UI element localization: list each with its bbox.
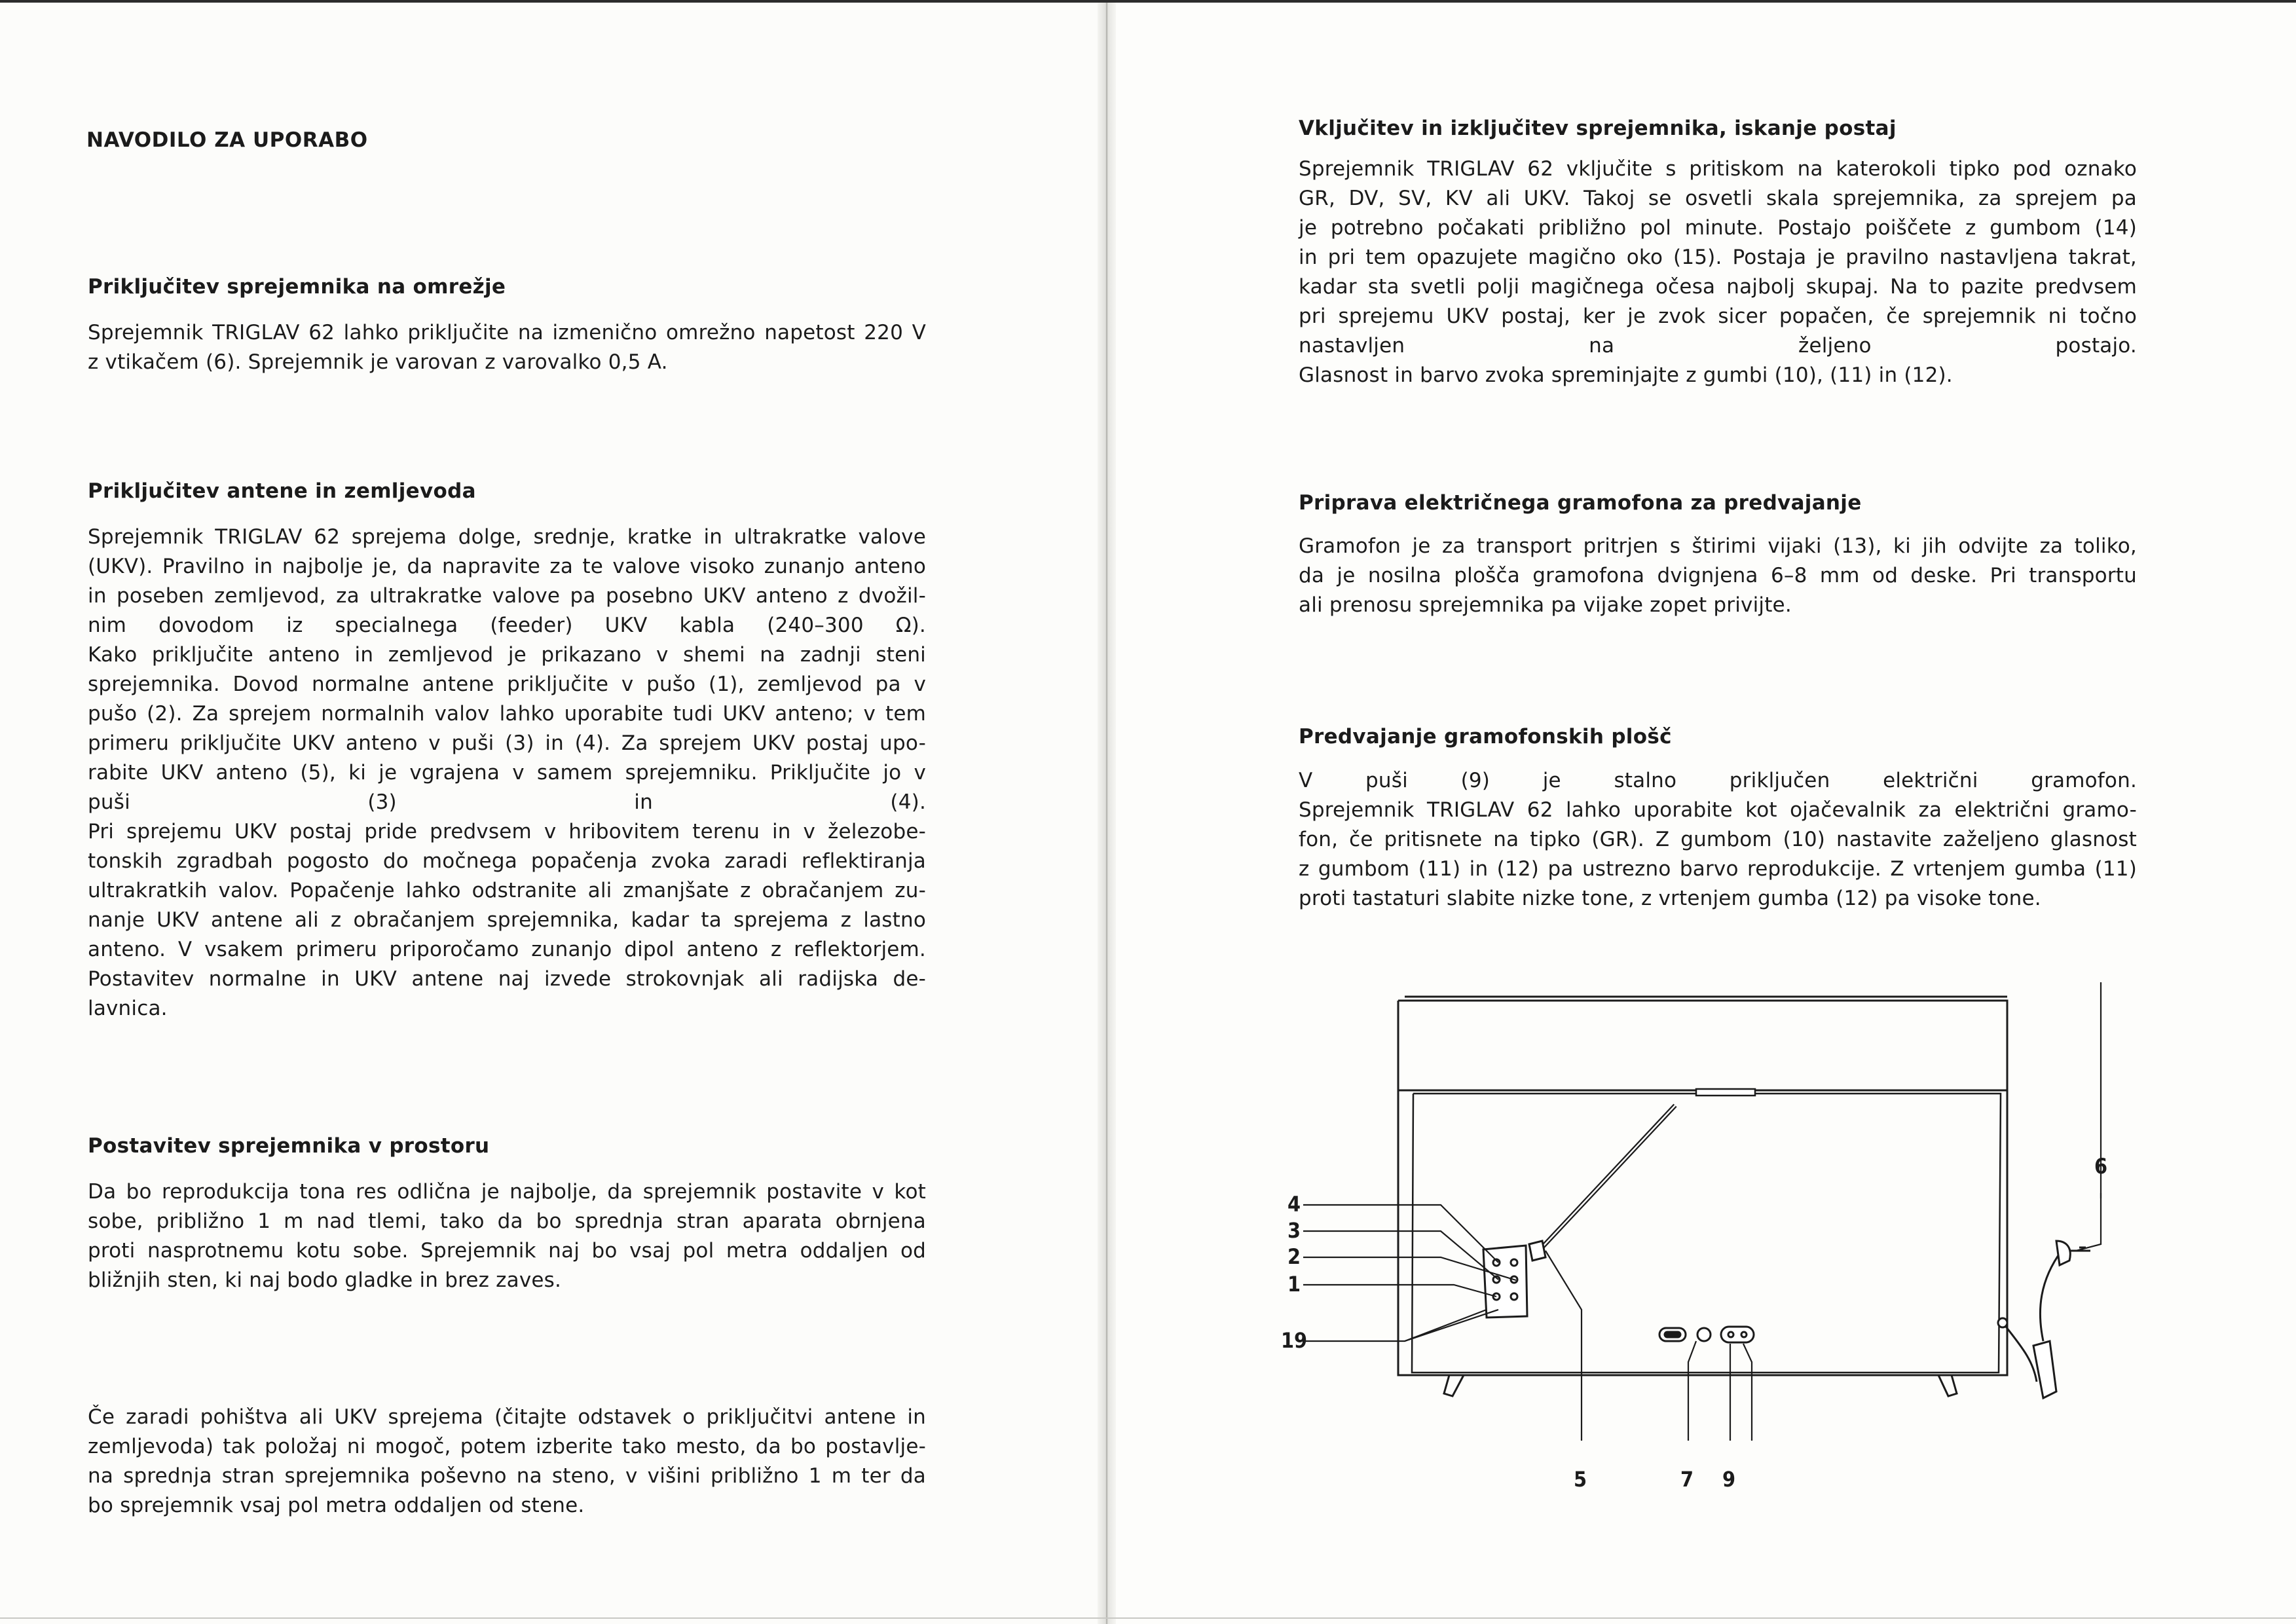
- text-line: fon, če pritisnete na tipko (GR). Z gumbom (10) nastavite zaželjeno glasnost: [1299, 828, 2137, 851]
- label-19: 19: [1281, 1328, 1308, 1353]
- text-line: kadar sta svetli polji magičnega očesa najbolj skupaj. Na to pazite predvsem: [1299, 275, 2137, 299]
- text-line: Sprejemnik TRIGLAV 62 sprejema dolge, srednje, kratke in ultrakratke valove: [88, 525, 926, 549]
- text-line: in pri tem opazujete magično oko (15). Postaja je pravilno nastavljena takrat,: [1299, 246, 2137, 269]
- text-line: V puši (9) je stalno priključen električni gramofon.: [1299, 769, 2137, 792]
- text-line: Pri sprejemu UKV postaj pride predvsem v hribovitem terenu in v železobe-: [88, 820, 926, 843]
- text-line: Glasnost in barvo zvoka spreminjajte z gumbi (10), (11) in (12).: [1299, 363, 1953, 387]
- text-line: pušo (2). Za sprejem normalnih valov lahko uporabite tudi UKV anteno; v tem: [88, 702, 926, 726]
- section-text-record-playback: [1299, 766, 2137, 913]
- text-line: anteno. V vsakem primeru priporočamo zunanjo dipol anteno z reflektorjem.: [88, 938, 926, 961]
- text-line: sprejemnika. Dovod normalne antene priključite v pušo (1), zemljevod pa v: [88, 673, 926, 696]
- label-9: 9: [1722, 1467, 1736, 1492]
- text-line: tonskih zgradbah pogosto do močnega popačenja zvoka zaradi reflektiranja: [88, 849, 926, 873]
- text-line: puši (3) in (4).: [88, 790, 926, 814]
- section-text-placement-alt: [88, 1403, 926, 1521]
- text-line: nastavljen na željeno postajo.: [1299, 334, 2137, 358]
- text-line: in poseben zemljevod, za ultrakratke valove pa posebno UKV anteno z dvožil-: [88, 584, 926, 608]
- text-line: proti nasprotnemu kotu sobe. Sprejemnik naj bo vsaj pol metra oddaljen od: [88, 1239, 926, 1263]
- label-2: 2: [1287, 1244, 1301, 1269]
- section-heading-record-playback: Predvajanje gramofonskih plošč: [1299, 725, 1672, 748]
- antenna-socket-panel: [1483, 1246, 1527, 1318]
- label-7: 7: [1680, 1467, 1694, 1492]
- label-6: 6: [2094, 1154, 2108, 1179]
- top-slot: [1696, 1089, 1755, 1096]
- text-line: Sprejemnik TRIGLAV 62 lahko uporabite kot ojačevalnik za električni gramo-: [1299, 798, 2137, 822]
- top-edge: [0, 0, 2296, 3]
- text-line: GR, DV, SV, KV ali UKV. Takoj se osvetli skala sprejemnika, za sprejem pa: [1299, 187, 2137, 210]
- section-heading-antenna: Priključitev antene in zemljevoda: [88, 479, 476, 503]
- receiver-rear-diagram: [1264, 982, 2168, 1506]
- section-text-antenna: [88, 523, 926, 1024]
- text-line: sobe, približno 1 m nad tlemi, tako da bo sprednja stran aparata obrnjena: [88, 1209, 926, 1233]
- text-line: bližnjih sten, ki naj bodo gladke in brez zaves.: [88, 1268, 562, 1292]
- section-heading-switching: Vključitev in izključitev sprejemnika, iskanje postaj: [1299, 117, 1897, 140]
- text-line: Kako priključite anteno in zemljevod je prikazano v shemi na zadnji steni: [88, 643, 926, 667]
- text-line: ultrakratkih valov. Popačenje lahko odstranite ali zmanjšate z obračanjem zu-: [88, 879, 926, 902]
- bottom-edge: [0, 1617, 2296, 1619]
- section-text-placement: [88, 1177, 926, 1295]
- text-line: ali prenosu sprejemnika pa vijake zopet privijte.: [1299, 593, 1792, 617]
- text-line: Gramofon je za transport pritrjen s štirimi vijaki (13), ki jih odvijte za toliko,: [1299, 534, 2137, 558]
- text-line: da je nosilna plošča gramofona dvignjena 6–8 mm od deske. Pri transportu: [1299, 564, 2137, 587]
- label-1: 1: [1287, 1272, 1301, 1297]
- text-line: proti tastaturi slabite nizke tone, z vrtenjem gumba (12) pa visoke tone.: [1299, 887, 2041, 910]
- text-line: pri sprejemu UKV postaj, ker je zvok sicer popačen, če sprejemnik ni točno: [1299, 304, 2137, 328]
- text-line: nim dovodom iz specialnega (feeder) UKV kabla (240–300 Ω).: [88, 614, 926, 637]
- ukv-antenna-icon: [1529, 1105, 1675, 1261]
- text-line: z gumbom (11) in (12) pa ustrezno barvo reprodukcije. Z vrtenjem gumba (11): [1299, 857, 2137, 881]
- text-line: Če zaradi pohištva ali UKV sprejema (čitajte odstavek o priključitvi antene in: [88, 1405, 926, 1429]
- section-text-mains: [88, 318, 926, 377]
- text-line: rabite UKV anteno (5), ki je vgrajena v samem sprejemniku. Priključite jo v: [88, 761, 926, 784]
- section-heading-gramophone-prep: Priprava električnega gramofona za predvajanje: [1299, 491, 1862, 515]
- text-line: Postavitev normalne in UKV antene naj izvede strokovnjak ali radijska de-: [88, 967, 926, 991]
- cabinet-feet: [1444, 1375, 1957, 1396]
- text-line: (UKV). Pravilno in najbolje je, da napravite za te valove visoko zunanjo anteno: [88, 555, 926, 578]
- power-plug-icon: [1998, 1241, 2090, 1398]
- gutter-fold: [1106, 0, 1107, 1624]
- text-line: je potrebno počakati približno pol minute. Postajo poiščete z gumbom (14): [1299, 216, 2137, 240]
- section-text-gramophone-prep: [1299, 532, 2137, 620]
- section-heading-mains: Priključitev sprejemnika na omrežje: [88, 275, 506, 299]
- text-line: zemljevoda) tak položaj ni mogoč, potem izberite tako mesto, da bo postavlje-: [88, 1435, 926, 1458]
- input-sockets: [1659, 1327, 1754, 1342]
- text-line: na sprednja stran sprejemnika poševno na steno, v višini približno 1 m ter da: [88, 1464, 926, 1488]
- text-line: Sprejemnik TRIGLAV 62 lahko priključite na izmenično omrežno napetost 220 V: [88, 321, 926, 344]
- page-title: NAVODILO ZA UPORABO: [86, 128, 368, 152]
- section-heading-placement: Postavitev sprejemnika v prostoru: [88, 1134, 490, 1158]
- section-text-switching: [1299, 155, 2137, 390]
- label-5: 5: [1574, 1467, 1587, 1492]
- text-line: Da bo reprodukcija tona res odlična je najbolje, da sprejemnik postavite v kot: [88, 1180, 926, 1204]
- text-line: primeru priključite UKV anteno v puši (3) in (4). Za sprejem UKV postaj upo-: [88, 731, 926, 755]
- label-3: 3: [1287, 1218, 1301, 1243]
- text-line: lavnica.: [88, 997, 168, 1020]
- text-line: Sprejemnik TRIGLAV 62 vključite s pritiskom na katerokoli tipko pod oznako: [1299, 157, 2137, 181]
- text-line: nanje UKV antene ali z obračanjem sprejemnika, kadar ta sprejema z lastno: [88, 908, 926, 932]
- label-4: 4: [1287, 1192, 1301, 1217]
- text-line: bo sprejemnik vsaj pol metra oddaljen od stene.: [88, 1494, 585, 1517]
- text-line: z vtikačem (6). Sprejemnik je varovan z varovalko 0,5 A.: [88, 350, 668, 374]
